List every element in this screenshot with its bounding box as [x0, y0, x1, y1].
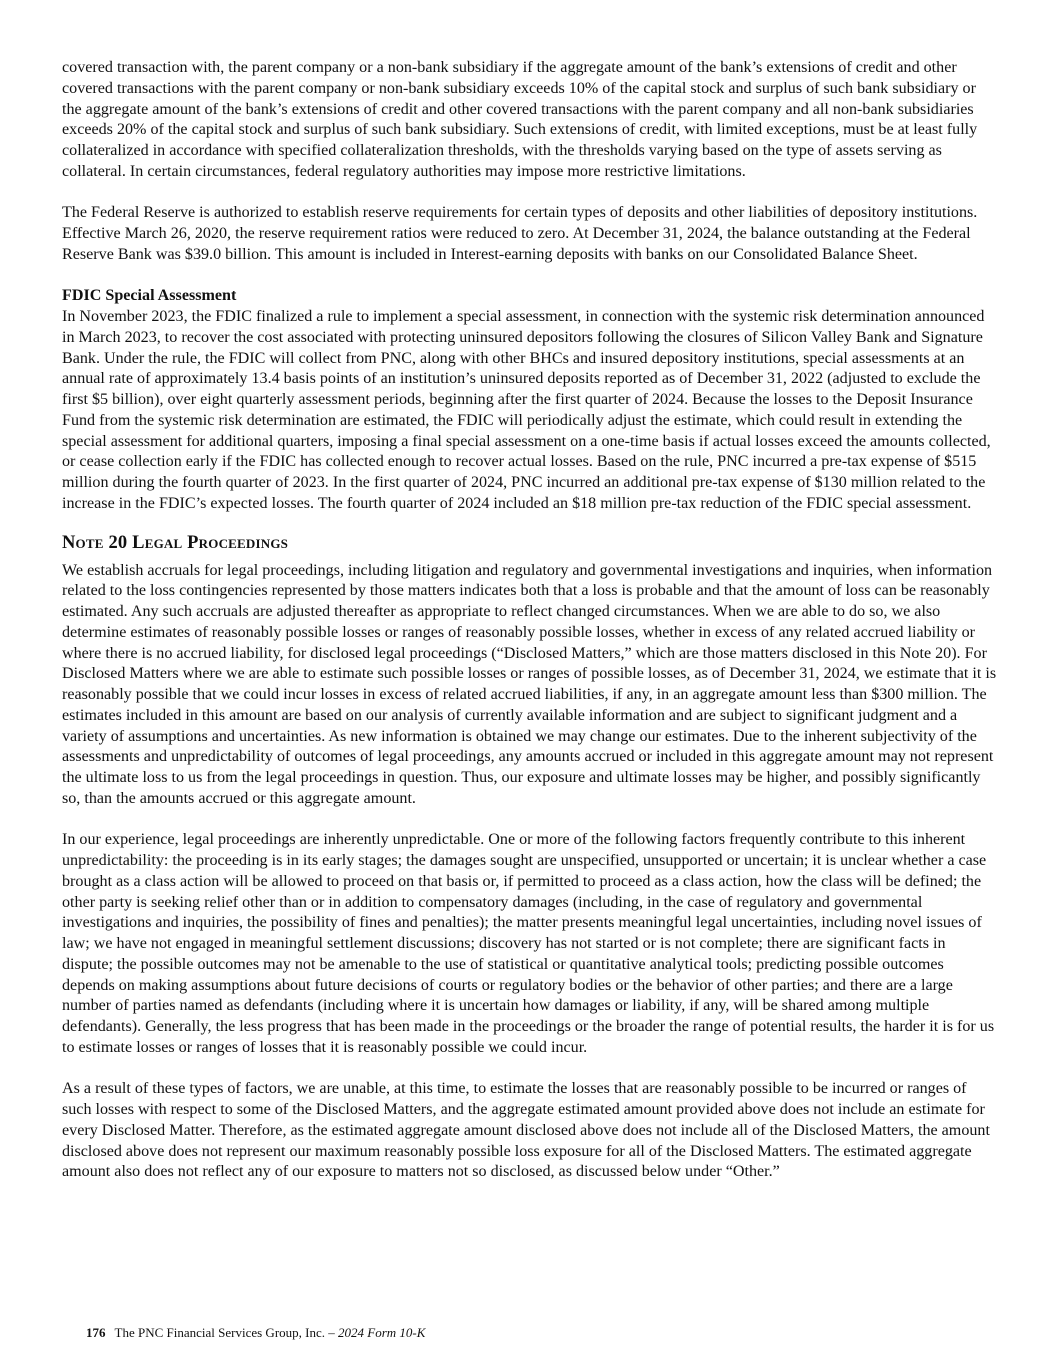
- fdic-section-heading: FDIC Special Assessment: [62, 287, 237, 305]
- fdic-section-body: In November 2023, the FDIC finalized a rule to implement a special assessment, in connection with the systemic risk determination announced in March 2023, to recover the cost associated with protecting uninsured depositors following the closures of Silicon Valley Bank and Signature Bank. Under the rule, the FDIC will collect from PNC, along with other BHCs and insured depository institutions, special assessments at an annual rate of approximately 13.4 basis points of an institution’s uninsured deposits reported as of December 31, 2022 (adjusted to exclude the first $5 billion), over eight quarterly assessment periods, beginning after the first quarter of 2024. Because the losses to the Deposit Insurance Fund from the systemic risk determination are estimated, the FDIC will periodically adjust the estimate, which could result in extending the special assessment for additional quarters, imposing a final special assessment on a one-time basis if actual losses exceed the amounts collected, or cease collection early if the FDIC has collected enough to recover actual losses. Based on the rule, PNC incurred a pre-tax expense of $515 million during the fourth quarter of 2023. In the first quarter of 2024, PNC incurred an additional pre-tax expense of $130 million related to the increase in the FDIC’s expected losses. The fourth quarter of 2024 included an $18 million pre-tax reduction of the FDIC special assessment.: [62, 308, 991, 512]
- document-page: [62, 58, 998, 1183]
- note-20-heading: Note 20 Legal Proceedings: [62, 532, 289, 553]
- paragraph-reserve-requirements: The Federal Reserve is authorized to establish reserve requirements for certain types of deposits and other liabilities of depository institutions. Effective March 26, 2020, the reserve requirement ratios were reduced to zero. At December 31, 2024, the balance outstanding at the Federal Reserve Bank was $39.0 billion. This amount is included in Interest-earning deposits with banks on our Consolidated Balance Sheet.: [62, 204, 978, 263]
- footer-form: 2024 Form 10-K: [338, 1325, 426, 1340]
- paragraph-affiliate-transactions: covered transaction with, the parent company or a non-bank subsidiary if the aggregate amount of the bank’s extensions of credit and other covered transactions with the parent company or non-bank subsidiary exceeds 10% of the capital stock and surplus of such bank subsidiary or the aggregate amount of the bank’s extensions of credit and other covered transactions with the parent company and all non-bank subsidiaries exceeds 20% of the capital stock and surplus of such bank subsidiary. Such extensions of credit, with limited exceptions, must be at least fully collateralized in accordance with specified collateralization thresholds, with the thresholds varying based on the type of assets serving as collateral. In certain circumstances, federal regulatory authorities may impose more restrictive limitations.: [62, 59, 978, 180]
- footer-company: The PNC Financial Services Group, Inc. –: [114, 1325, 335, 1340]
- note-20-paragraph-estimates: As a result of these types of factors, we are unable, at this time, to estimate the losses that are reasonably possible to be incurred or ranges of such losses with respect to some of the Disclosed Matters, and the aggregate estimated amount provided above does not include an estimate for every Disclosed Matter. Therefore, as the estimated aggregate amount disclosed above does not include all of the Disclosed Matters, the amount disclosed above does not represent our maximum reasonably possible loss exposure for all of the Disclosed Matters. The estimated aggregate amount also does not reflect any of our exposure to matters not so disclosed, as discussed below under “Other.”: [62, 1080, 990, 1181]
- note-20-paragraph-unpredictability: In our experience, legal proceedings are inherently unpredictable. One or more of the following factors frequently contribute to this inherent unpredictability: the proceeding is in its early stages; the damages sought are unspecified, unsupported or uncertain; it is unclear whether a case brought as a class action will be allowed to proceed on that basis or, if permitted to proceed as a class action, how the class will be defined; the other party is seeking relief other than or in addition to compensatory damages (including, in the case of regulatory and governmental investigations and inquiries, the possibility of fines and penalties); the matter presents meaningful legal uncertainties, including novel issues of law; we have not engaged in meaningful settlement discussions; discovery has not started or is not complete; there are significant facts in dispute; the possible outcomes may not be amenable to the use of statistical or quantitative analytical tools; predicting possible outcomes depends on making assumptions about future decisions of courts or regulatory bodies or the behavior of other parties; and there are a large number of parties named as defendants (including where it is uncertain how damages or liability, if any, will be shared among multiple defendants). Generally, the less progress that has been made in the proceedings or the broader the range of potential results, the harder it is for us to estimate losses or ranges of losses that it is reasonably possible we could incur.: [62, 831, 995, 1056]
- page-number: 176: [86, 1325, 106, 1340]
- note-20-paragraph-accruals: We establish accruals for legal proceedings, including litigation and regulatory and governmental investigations and inquiries, when information related to the loss contingencies represented by those matters indicates both that a loss is probable and that the amount of loss can be reasonably estimated. Any such accruals are adjusted thereafter as appropriate to reflect changed circumstances. When we are able to do so, we also determine estimates of reasonably possible losses or ranges of reasonably possible losses, whether in excess of any related accrued liability or where there is no accrued liability, for disclosed legal proceedings (“Disclosed Matters,” which are those matters disclosed in this Note 20). For Disclosed Matters where we are able to estimate such possible losses or ranges of possible losses, as of December 31, 2024, we estimate that it is reasonably possible that we could incur losses in excess of related accrued liabilities, if any, in an aggregate amount less than $300 million. The estimates included in this amount are based on our analysis of currently available information and are subject to significant judgment and a variety of assumptions and uncertainties. As new information is obtained we may change our estimates. Due to the inherent subjectivity of the assessments and unpredictability of outcomes of legal proceedings, any amounts accrued or included in this aggregate amount may not represent the ultimate loss to us from the legal proceedings in question. Thus, our exposure and ultimate losses may be higher, and possibly significantly so, than the amounts accrued or this aggregate amount.: [62, 561, 997, 807]
- page-footer: [86, 1325, 425, 1341]
